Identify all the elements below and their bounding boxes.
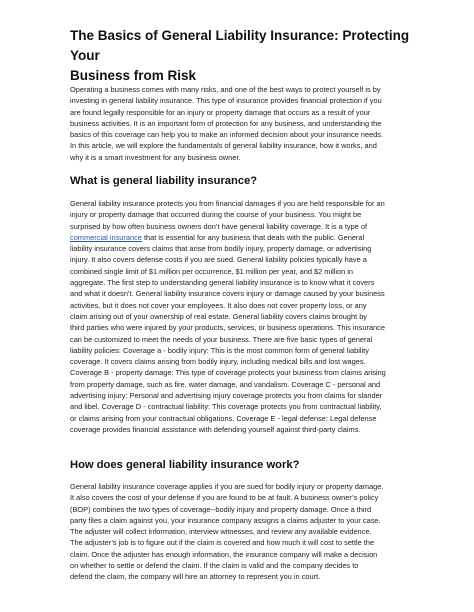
section1-paragraph — [70, 198, 408, 435]
text-line-with-link — [70, 232, 408, 243]
text-line: investing in general liability insurance. This type of insurance provides financial protection if you — [70, 96, 382, 106]
link-tail-text: that is essential for any business that deals with the public. General — [141, 232, 365, 242]
text-line: from property damage, such as fire, water damage, and vandalism. Coverage C - personal and — [70, 379, 381, 389]
text-line: on whether to settle or defend the claim. If the claim is valid and the company decides to — [70, 561, 359, 571]
text-line: The adjuster will collect information, interview witnesses, and review any available evidence. — [70, 527, 372, 537]
document-title — [70, 26, 410, 86]
text-line: coverage. It covers claims arising from bodily injury, including medical bills and lost wages. — [70, 357, 366, 367]
text-line: It also covers the cost of your defense if you are found to be at fault. A business owner’s policy — [70, 493, 379, 503]
text-line: claim. Once the adjuster has enough information, the insurance company will make a decision — [70, 549, 378, 559]
text-line: coverage provides financial assistance with defending yourself against third-party claims. — [70, 424, 361, 434]
text-line: General liability insurance coverage applies if you are sued for bodily injury or property damage. — [70, 482, 384, 491]
text-line: aggregate. The first step to understanding general liability insurance is to know what it covers — [70, 278, 375, 288]
text-line: third parties who were injured by your products, services, or business operations. This insurance — [70, 323, 385, 333]
text-line: Coverage B - property damage: This type of coverage protects your business from claims arising — [70, 368, 386, 378]
text-line: activities, but it does not cover your employees. It also does not cover property loss, or any — [70, 300, 367, 310]
text-line: defend the claim, the company will hire an attorney to represent you in court. — [70, 572, 321, 582]
text-line: General liability insurance protects you from financial damages if you are held responsible for an — [70, 199, 385, 208]
text-line: advertising injury: Personal and advertising injury coverage protects you from claims for slander — [70, 391, 383, 401]
intro-paragraph — [70, 84, 408, 163]
text-line: basics of this coverage can help you to make an informed decision about your insurance needs. — [70, 130, 384, 140]
text-line: are found legally responsible for an injury or property damage that occurs as a result of your — [70, 107, 371, 117]
commercial-insurance-link[interactable]: commercial insurance — [70, 232, 142, 242]
section-heading-what-is: What is general liability insurance? — [70, 175, 258, 187]
text-line: party files a claim against you, your insurance company assigns a claims adjuster to your case. — [70, 515, 381, 525]
text-line: liability insurance covers claims that arise from bodily injury, property damage, or advertising — [70, 244, 372, 254]
text-line: The adjuster’s job is to figure out if the claim is covered and how much it will cost to settle the — [70, 538, 375, 548]
title-line: Business from Risk — [70, 68, 197, 83]
title-line: The Basics of General Liability Insurance: Protecting Your — [70, 28, 410, 63]
text-line: and libel. Coverage D - contractual liability: This coverage protects you from contractual liability, — [70, 402, 382, 412]
section2-paragraph — [70, 481, 408, 583]
text-line: business activities. It is an important form of protection for any business, and understanding the — [70, 118, 382, 128]
text-line: injury. It also covers defense costs if you are sued. General liability policies typically have a — [70, 255, 367, 265]
text-line: and what it doesn’t. General liability insurance covers injury or damage caused by your business — [70, 289, 385, 299]
text-line: surprised by how often business owners don’t have general liability coverage. It is a type of — [70, 221, 368, 231]
text-line: (BOP) combines the two types of coverage--bodily injury and property damage. Once a third — [70, 504, 372, 514]
text-line: can be customized to meet the needs of your business. There are five basic types of general — [70, 334, 373, 344]
text-line: combined single limit of $1 million per occurrence, $1 million per year, and $2 million in — [70, 266, 354, 276]
text-line: In this article, we will explore the fundamentals of general liability insurance, how it works, and — [70, 141, 377, 151]
text-line: why it is a smart investment for any business owner. — [70, 152, 241, 162]
text-line: claim arising out of your ownership of real estate. General liability covers claims brought by — [70, 311, 367, 321]
text-line: liability policies: Coverage a - bodily injury: This is the most common form of general liability — [70, 345, 369, 355]
section-heading-how-it-works: How does general liability insurance work? — [70, 459, 300, 471]
text-line: injury or property damage that occurred during the course of your business. You might be — [70, 210, 362, 220]
text-line: Operating a business comes with many risks, and one of the best ways to protect yourself is by — [70, 85, 381, 94]
text-line: or claims arising from your contractual obligations. Coverage E - legal defense: Legal defense — [70, 413, 377, 423]
